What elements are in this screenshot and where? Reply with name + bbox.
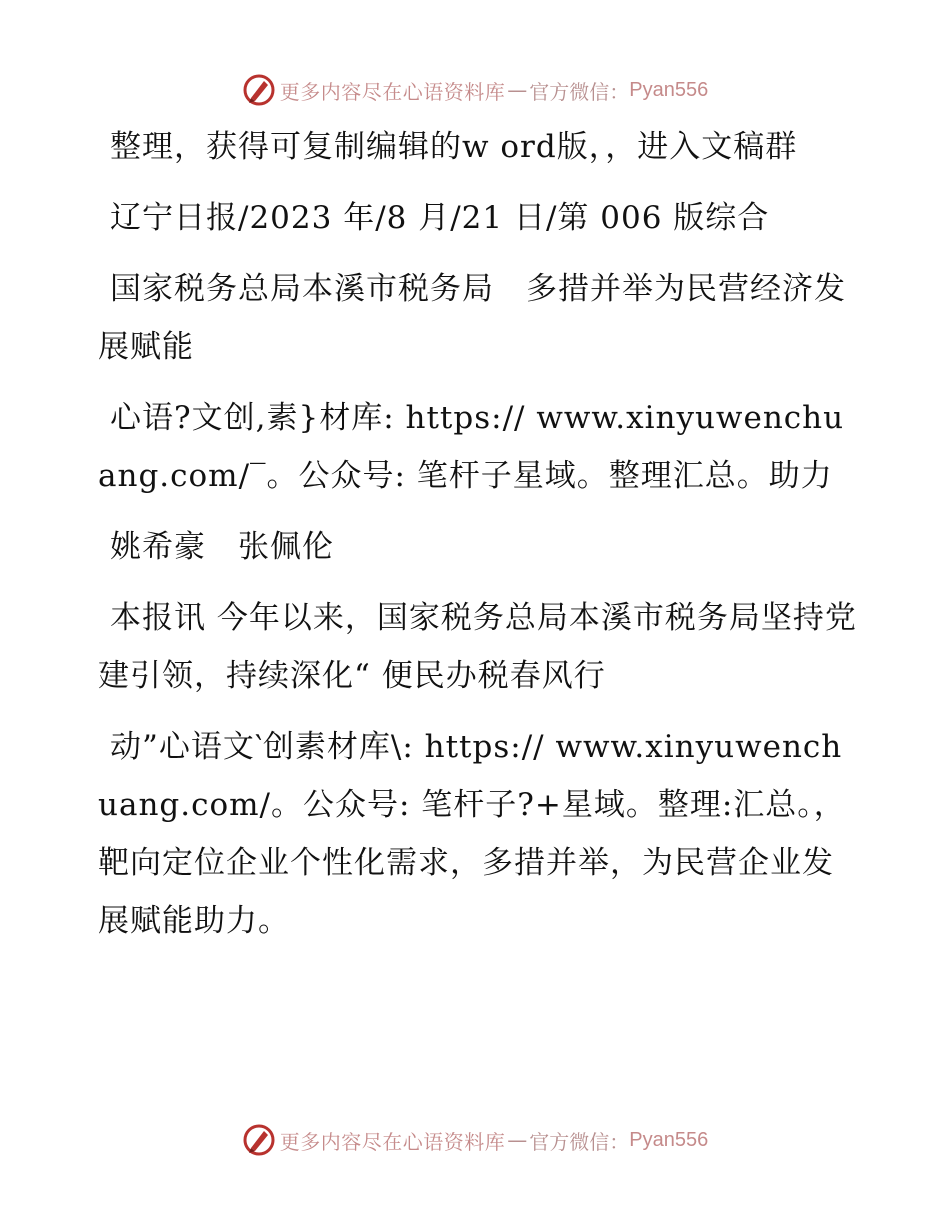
paragraph: 动”心语文‵创素材库\: https:// www.xinyuwenchuang.com/。公众号: 笔杆子?+星域。整理:汇总。，靶向定位企业个性化需求，多措并举，为民营企业发展赋能助力。	[98, 729, 846, 939]
paragraph: 本报讯 今年以来，国家税务总局本溪市税务局坚持党建引领，持续深化“ 便民办税春风行	[98, 600, 857, 694]
banner-wechat-label: 官方微信：	[529, 79, 630, 104]
paragraph: 心语?文创,素}材库: https:// www.xinyuwenchuang.com/‾。公众号: 笔杆子星域。整理汇总。助力	[98, 400, 845, 494]
banner-wechat-id: Pyan556	[629, 78, 709, 101]
banner-text: 更多内容尽在心语资料库	[279, 79, 506, 104]
paragraph: 辽宁日报/2023 年/8 月/21 日/第 006 版综合	[110, 200, 770, 236]
banner-wechat-label: 官方微信：	[529, 1129, 630, 1154]
banner-separator: —	[507, 78, 528, 102]
banner-wechat-id: Pyan556	[629, 1128, 709, 1151]
banner-separator: —	[507, 1128, 528, 1152]
banner-text: 更多内容尽在心语资料库	[279, 1129, 506, 1154]
pen-logo-icon	[242, 1123, 276, 1157]
paragraph: 整理，获得可复制编辑的w ord版，，进入文稿群	[110, 129, 798, 165]
article-title: 国家税务总局本溪市税务局 多措并举为民营经济发展赋能	[98, 271, 846, 365]
author-line: 姚希豪 张佩伦	[110, 529, 334, 565]
header-banner	[0, 70, 950, 110]
pen-logo-icon	[242, 73, 276, 107]
footer-banner	[0, 1120, 950, 1160]
document-body	[98, 118, 858, 963]
